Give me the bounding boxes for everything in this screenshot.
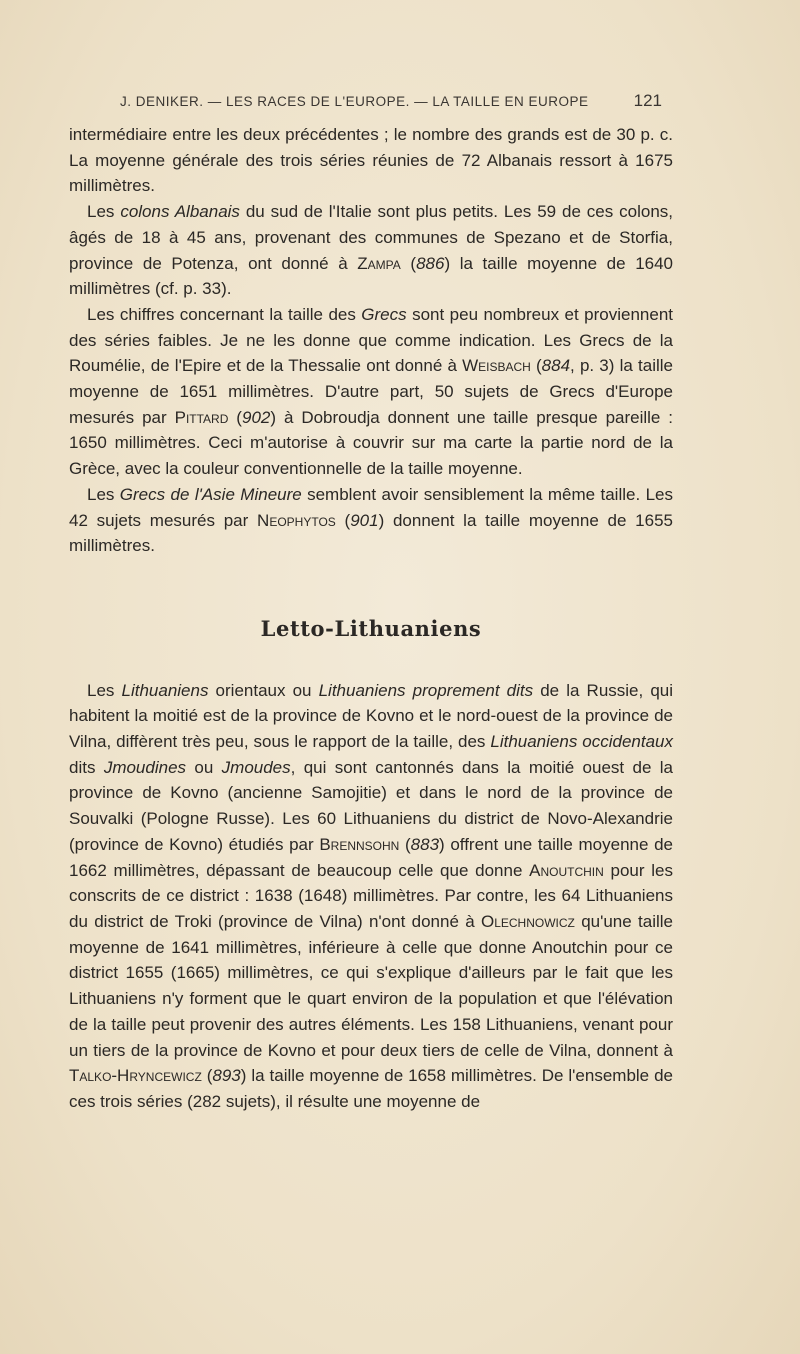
reference-number: 901 xyxy=(350,510,379,530)
paragraph: intermédiaire entre les deux précédentes ; le nombre des grands est de 30 p. c. La moyenne générale des trois séries réunies de 72 Albanais ressort à 1675 millimètres. xyxy=(69,125,673,196)
running-header xyxy=(120,91,662,110)
author-name: Brennsohn xyxy=(319,834,400,854)
author-name: Anoutchin xyxy=(529,860,604,880)
italic-term: Lithuaniens occidentaux xyxy=(490,732,673,752)
paragraph: Les Grecs de l'Asie Mineure semblent avoir sensiblement la même taille. Les 42 sujets mesurés par Neophytos (901) donnent la taille moyenne de 1655 millimètres. xyxy=(69,484,673,556)
italic-term: Lithuaniens xyxy=(121,680,209,700)
author-name: Zampa xyxy=(357,253,401,273)
author-name: Weisbach xyxy=(462,356,531,376)
page-body xyxy=(69,122,673,1115)
italic-term: Jmoudines xyxy=(103,757,187,777)
italic-term: colons Albanais xyxy=(120,202,240,222)
reference-number: 884 xyxy=(541,356,571,376)
reference-number: 883 xyxy=(410,834,440,854)
author-name: Talko-Hryncewicz xyxy=(69,1066,202,1086)
italic-term: Grecs de l'Asie Mineure xyxy=(119,484,302,504)
author-name: Neophytos xyxy=(257,510,336,530)
paragraph: Les Lithuaniens orientaux ou Lithuaniens proprement dits de la Russie, qui habitent la moitié est de la province de Kovno et le nord-ouest de la province de Vilna, diffèrent très peu, sous le rapport de la taille, des Lithuaniens occidentaux dits Jmoudines ou Jmoudes, qui sont cantonnés dans la moitié ouest de la province de Kovno (ancienne Samojitie) et dans le nord de la province de Souvalki (Pologne Russe). Les 60 Lithuaniens du district de Novo-Alexandrie (province de Kovno) étudiés par Brennsohn (883) offrent une taille moyenne de 1662 millimètres, dépassant de beaucoup celle que donne Anoutchin pour les conscrits de ce district : 1638 (1648) millimètres. Par contre, les 64 Lithuaniens du district de Troki (province de Vilna) n'ont donné à Olechnowicz qu'une taille moyenne de 1641 millimètres, inférieure à celle que donne Anoutchin pour ce district 1655 (1665) millimètres, ce qui s'explique d'ailleurs par le fait que les Lithuaniens n'y forment que le quart environ de la population et que l'élévation de la taille peut provenir des autres éléments. Les 158 Lithuaniens, venant pour un tiers de la province de Kovno et pour deux tiers de celle de Vilna, donnent à Talko-Hryncewicz (893) la taille moyenne de 1658 millimètres. De l'ensemble de ces trois séries (282 sujets), il résulte une moyenne de xyxy=(69,680,673,1111)
paragraph: Les chiffres concernant la taille des Grecs sont peu nombreux et proviennent des séries faibles. Je ne les donne que comme indication. Les Grecs de la Roumélie, de l'Epire et de la Thessalie ont donné à Weisbach (884, p. 3) la taille moyenne de 1651 millimètres. D'autre part, 50 sujets de Grecs d'Europe mesurés par Pittard (902) à Dobroudja donnent une taille presque pareille : 1650 millimètres. Ceci m'autorise à couvrir sur ma carte la partie nord de la Grèce, avec la couleur conventionnelle de la taille moyenne. xyxy=(69,304,674,479)
running-title: J. DENIKER. — LES RACES DE L'EUROPE. — LA TAILLE EN EUROPE xyxy=(120,94,589,109)
italic-term: Jmoudes xyxy=(221,757,291,777)
paragraph: Les colons Albanais du sud de l'Italie sont plus petits. Les 59 de ces colons, âgés de 18 à 45 ans, provenant des communes de Spezano et de Storfia, province de Potenza, ont donné à Zampa (886) la taille moyenne de 1640 millimètres (cf. p. 33). xyxy=(69,202,674,299)
author-name: Olechnowicz xyxy=(480,911,575,931)
page-number: 121 xyxy=(633,91,662,110)
reference-number: 893 xyxy=(212,1066,241,1086)
author-name: Pittard xyxy=(174,407,229,427)
section-heading: Letto-Lithuaniens xyxy=(260,615,482,641)
reference-number: 886 xyxy=(416,253,445,273)
italic-term: Grecs xyxy=(361,304,407,324)
italic-term: Lithuaniens proprement dits xyxy=(318,680,534,700)
reference-number: 902 xyxy=(241,407,271,427)
